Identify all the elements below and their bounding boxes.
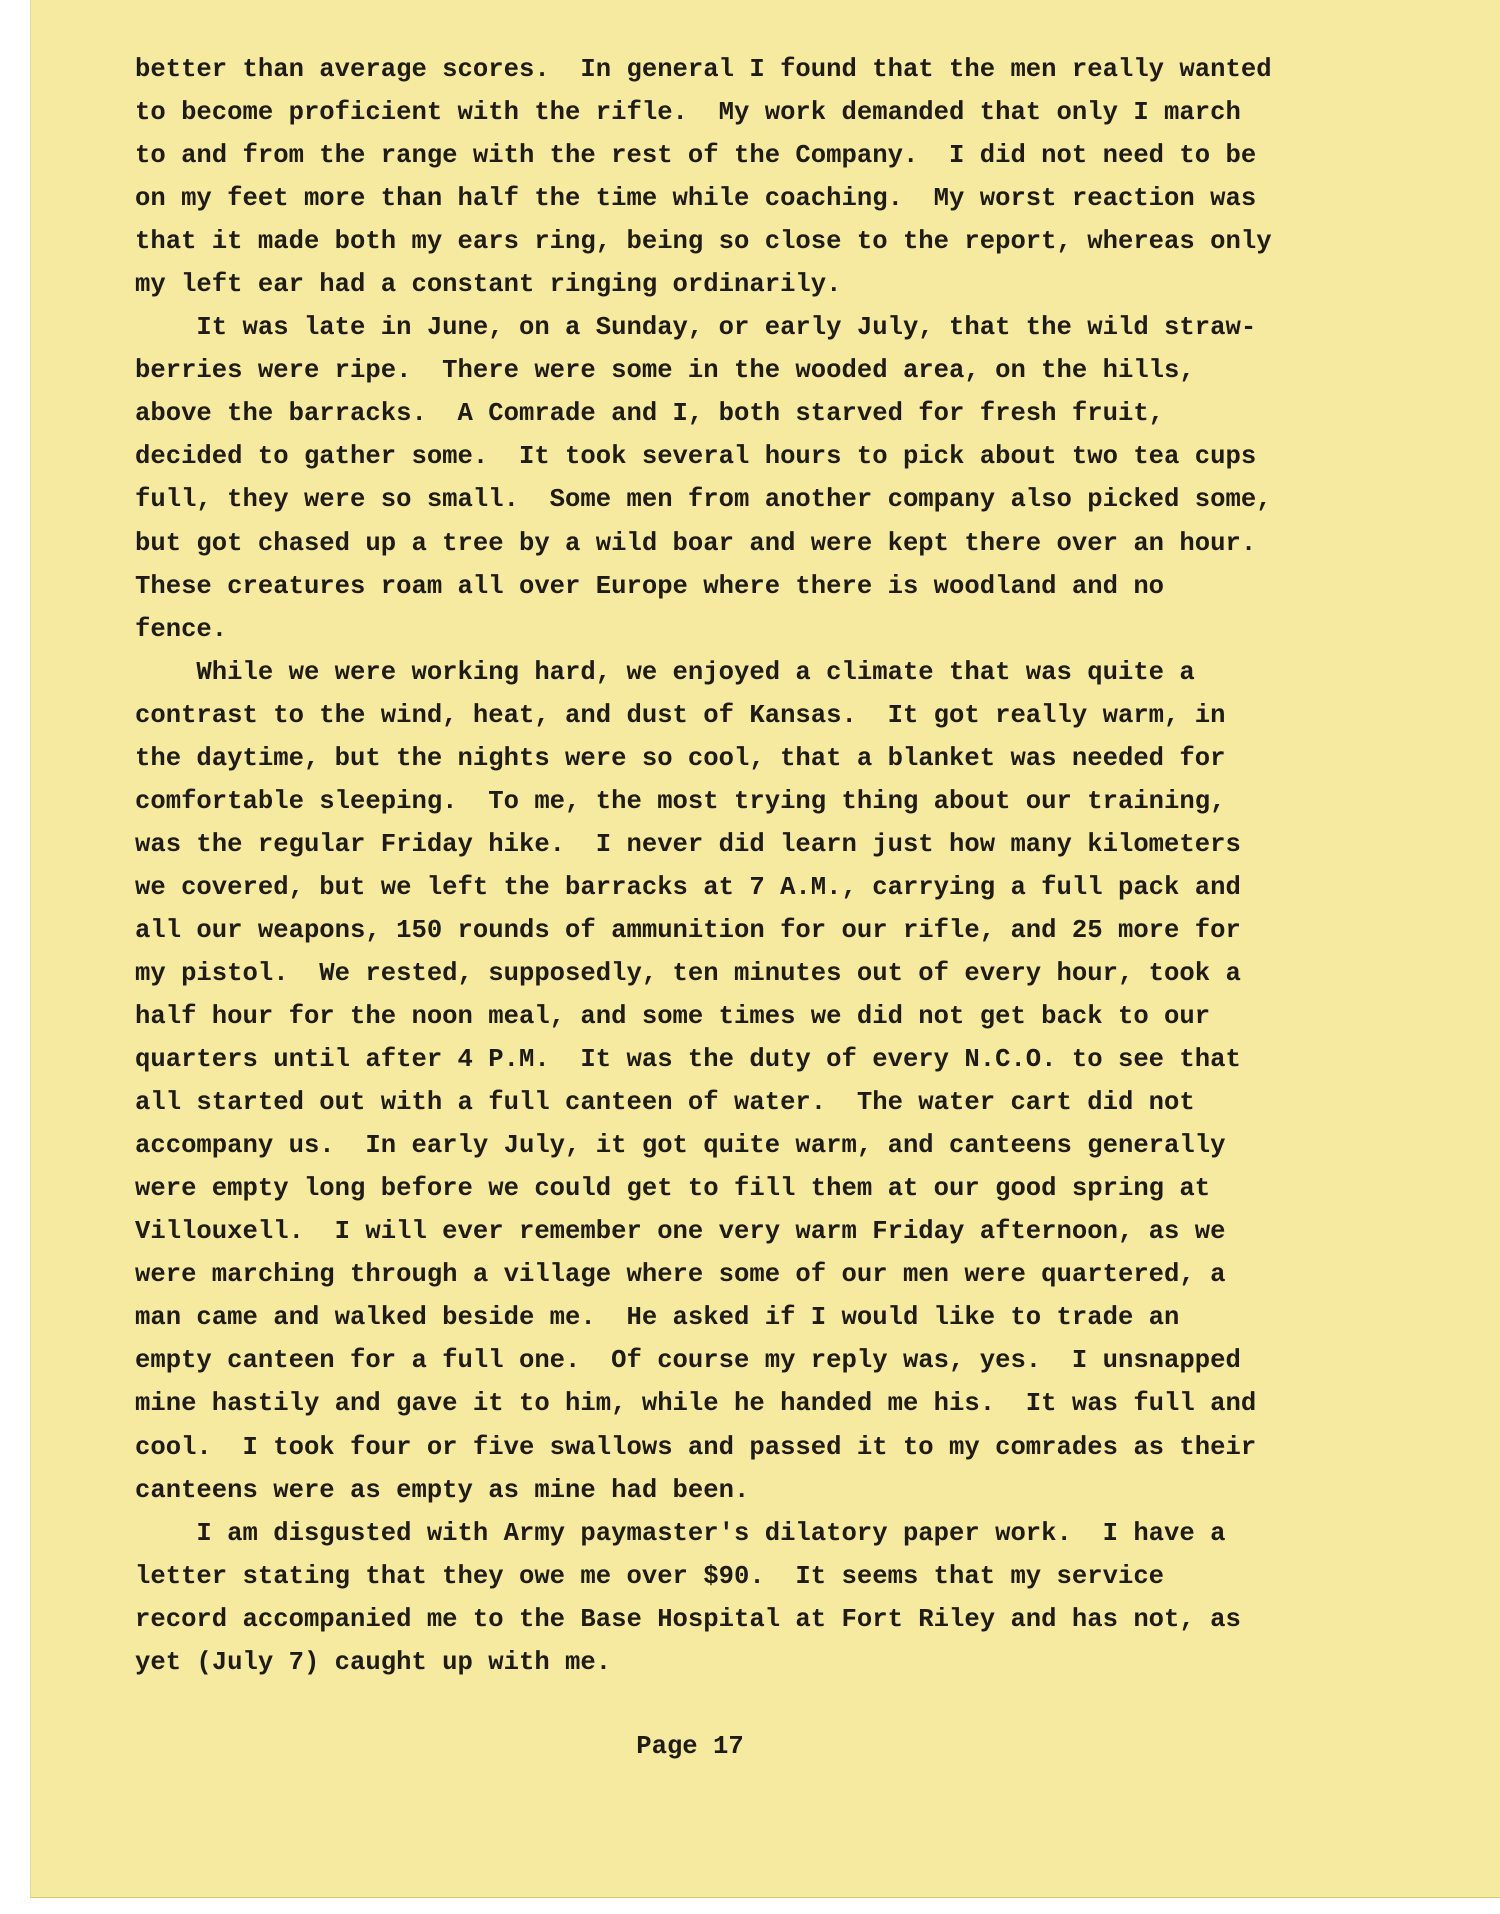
text-line: to become proficient with the rifle. My work demanded that only I march xyxy=(135,98,1241,128)
text-line: full, they were so small. Some men from another company also picked some, xyxy=(135,485,1272,515)
text-line: all started out with a full canteen of water. The water cart did not xyxy=(135,1088,1195,1118)
text-line: decided to gather some. It took several hours to pick about two tea cups xyxy=(135,442,1257,472)
text-line: my left ear had a constant ringing ordinarily. xyxy=(135,270,842,300)
text-line: were empty long before we could get to fill them at our good spring at xyxy=(135,1174,1211,1204)
text-line: half hour for the noon meal, and some times we did not get back to our xyxy=(135,1002,1211,1032)
text-line: we covered, but we left the barracks at 7 A.M., carrying a full pack and xyxy=(135,872,1241,902)
text-line: Villouxell. I will ever remember one very warm Friday afternoon, as we xyxy=(135,1217,1226,1247)
text-line: man came and walked beside me. He asked if I would like to trade an xyxy=(135,1303,1180,1333)
text-line: record accompanied me to the Base Hospital at Fort Riley and has not, as xyxy=(135,1604,1241,1634)
text-line: empty canteen for a full one. Of course my reply was, yes. I unsnapped xyxy=(135,1346,1241,1376)
text-line: were marching through a village where some of our men were quartered, a xyxy=(135,1260,1226,1290)
text-line: to and from the range with the rest of the Company. I did not need to be xyxy=(135,141,1257,171)
text-line: cool. I took four or five swallows and passed it to my comrades as their xyxy=(135,1432,1257,1462)
text-line: yet (July 7) caught up with me. xyxy=(135,1647,612,1677)
text-line: the daytime, but the nights were so cool, that a blanket was needed for xyxy=(135,743,1226,773)
typed-body-text xyxy=(135,48,1455,1684)
text-line: mine hastily and gave it to him, while he handed me his. It was full and xyxy=(135,1389,1257,1419)
text-line: While we were working hard, we enjoyed a climate that was quite a xyxy=(135,657,1195,687)
text-line: It was late in June, on a Sunday, or early July, that the wild straw- xyxy=(135,313,1257,343)
text-line: fence. xyxy=(135,614,228,644)
text-line: letter stating that they owe me over $90. It seems that my service xyxy=(135,1561,1165,1591)
text-line: comfortable sleeping. To me, the most trying thing about our training, xyxy=(135,786,1226,816)
text-line: berries were ripe. There were some in the wooded area, on the hills, xyxy=(135,356,1195,386)
text-line: that it made both my ears ring, being so close to the report, whereas only xyxy=(135,227,1272,257)
text-line: was the regular Friday hike. I never did learn just how many kilometers xyxy=(135,829,1241,859)
text-line: all our weapons, 150 rounds of ammunition for our rifle, and 25 more for xyxy=(135,915,1241,945)
text-line: canteens were as empty as mine had been. xyxy=(135,1475,750,1505)
text-line: I am disgusted with Army paymaster's dilatory paper work. I have a xyxy=(135,1518,1226,1548)
text-line: above the barracks. A Comrade and I, both starved for fresh fruit, xyxy=(135,399,1165,429)
text-line: These creatures roam all over Europe where there is woodland and no xyxy=(135,571,1165,601)
text-line: but got chased up a tree by a wild boar and were kept there over an hour. xyxy=(135,528,1257,558)
page-number xyxy=(0,1725,1500,1768)
text-line: accompany us. In early July, it got quite warm, and canteens generally xyxy=(135,1131,1226,1161)
text-line: better than average scores. In general I found that the men really wanted xyxy=(135,55,1272,84)
text-line: my pistol. We rested, supposedly, ten minutes out of every hour, took a xyxy=(135,958,1241,988)
text-line: on my feet more than half the time while coaching. My worst reaction was xyxy=(135,184,1257,214)
text-line: contrast to the wind, heat, and dust of Kansas. It got really warm, in xyxy=(135,700,1226,730)
text-line: quarters until after 4 P.M. It was the duty of every N.C.O. to see that xyxy=(135,1045,1241,1075)
page-number-label: Page 17 xyxy=(636,1732,744,1761)
